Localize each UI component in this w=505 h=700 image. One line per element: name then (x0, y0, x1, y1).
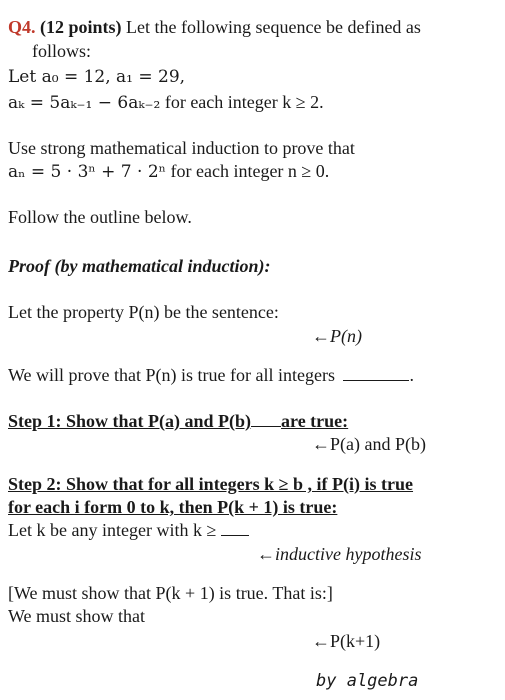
target-formula: aₙ = 5 · 3ⁿ + 7 · 2ⁿ (8, 162, 166, 182)
property-arrow: ←P(n) (312, 326, 362, 346)
let-k-line (8, 519, 249, 541)
prove-text: We will prove that P(n) is true for all integers (8, 365, 335, 385)
task-line: Use strong mathematical induction to prove that (8, 138, 355, 158)
initial-values: Let a₀ = 12, a₁ = 29, (8, 67, 186, 87)
by-algebra-note: by algebra (316, 671, 419, 691)
question-intro-cont: follows: (32, 41, 92, 61)
must-show-line-2: We must show that (8, 606, 146, 626)
question-points: (12 points) (40, 17, 122, 37)
must-show-line: [We must show that P(k + 1) is true. That is:] (8, 583, 333, 603)
recurrence-tail: for each integer k ≥ 2. (164, 92, 324, 112)
step2-heading-2: for each i form 0 to k, then P(k + 1) is true: (8, 497, 338, 517)
proof-heading: Proof (by mathematical induction): (8, 256, 271, 276)
question-number: Q4. (8, 17, 36, 37)
question-header (8, 16, 421, 38)
k-blank[interactable] (221, 519, 249, 536)
recurrence-line (8, 91, 324, 114)
inductive-hypothesis-note: ←inductive hypothesis (257, 544, 422, 564)
prove-line (8, 364, 414, 386)
step1-heading-b: are true: (281, 411, 349, 431)
step2-heading-1: Step 2: Show that for all integers k ≥ b , if P(i) is true (8, 474, 414, 494)
pk1-note: ←P(k+1) (312, 631, 381, 651)
step1-heading-a: Step 1: Show that P(a) and P(b) (8, 411, 252, 431)
step1-blank[interactable] (251, 410, 281, 427)
let-k-text: Let k be any integer with k ≥ (8, 520, 217, 540)
prove-period: . (409, 365, 414, 385)
recurrence-formula: aₖ = 5aₖ₋₁ − 6aₖ₋₂ (8, 93, 161, 113)
question-intro: Let the following sequence be defined as (126, 17, 421, 37)
step1-note: ←P(a) and P(b) (312, 434, 426, 454)
target-formula-line (8, 160, 329, 183)
outline-note: Follow the outline below. (8, 207, 192, 227)
target-formula-tail: for each integer n ≥ 0. (170, 161, 330, 181)
integers-blank[interactable] (343, 364, 409, 381)
step1-heading (8, 410, 348, 432)
property-line: Let the property P(n) be the sentence: (8, 302, 279, 322)
